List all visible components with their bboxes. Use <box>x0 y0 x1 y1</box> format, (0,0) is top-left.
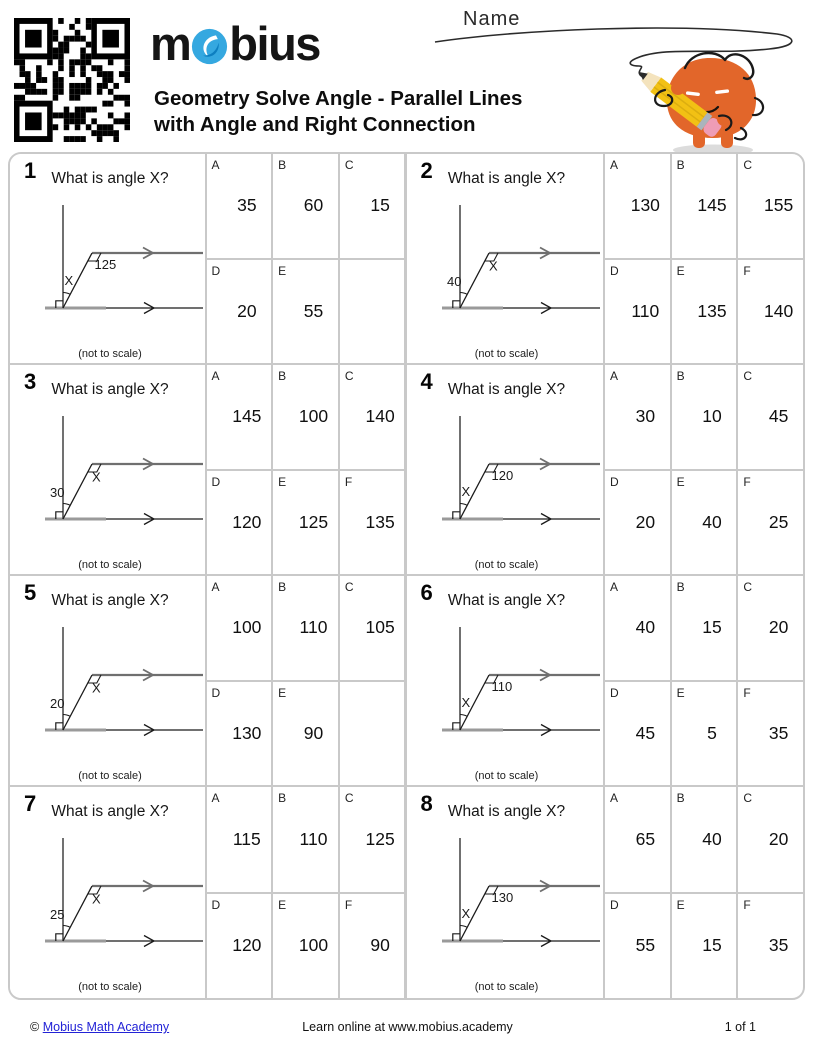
answer-value: 35 <box>237 195 257 216</box>
angle-arc-icon <box>460 293 467 295</box>
answer-grid <box>205 576 405 785</box>
answer-cell-5-E <box>273 682 338 786</box>
answer-cell-8-B <box>672 787 737 892</box>
mascot-eye-right <box>715 89 729 94</box>
angle-label-bottom: X <box>461 906 470 921</box>
answer-letter: B <box>278 369 287 383</box>
answer-value: 40 <box>635 617 656 638</box>
answer-cell-7-B <box>273 787 338 892</box>
answer-cell-3-D <box>207 471 272 575</box>
problem-question: What is angle X? <box>51 592 169 609</box>
answer-cell-4-B <box>672 365 737 469</box>
answer-letter: E <box>278 685 287 700</box>
answer-value: 15 <box>370 195 390 216</box>
answer-value: 110 <box>631 300 660 321</box>
not-to-scale-note: (not to scale) <box>474 348 539 360</box>
answer-value: 40 <box>702 511 722 532</box>
answer-value: 125 <box>365 828 395 849</box>
angle-arc-icon <box>63 293 70 295</box>
problem-card-7 <box>10 787 407 998</box>
angle-label-top: X <box>92 469 101 485</box>
answer-letter: F <box>743 897 751 912</box>
answer-letter: B <box>676 369 685 383</box>
answer-cell-5-A <box>207 576 272 680</box>
answer-value: 25 <box>768 511 789 532</box>
answer-letter: A <box>610 791 619 805</box>
problem-card-1 <box>10 154 407 365</box>
answer-letter: F <box>344 897 353 912</box>
problem-number: 2 <box>420 158 433 183</box>
answer-letter: C <box>743 158 752 172</box>
angle-label-top: X <box>92 680 101 696</box>
title-line-1: Geometry Solve Angle - Parallel Lines <box>154 87 523 110</box>
answer-letter: A <box>610 369 619 383</box>
answer-value: 110 <box>299 617 328 638</box>
answer-cell-6-F <box>738 682 803 786</box>
answer-grid <box>603 365 803 574</box>
worksheet-title <box>154 86 522 138</box>
answer-cell-3-F <box>340 471 405 575</box>
mascot-eye-left <box>686 91 700 96</box>
answer-value: 40 <box>702 828 722 849</box>
angle-label-top: 120 <box>491 468 513 483</box>
answer-letter: A <box>610 580 619 594</box>
answer-letter: B <box>676 158 685 172</box>
problem-card-2 <box>407 154 804 365</box>
answer-value: 105 <box>365 617 395 638</box>
answer-value <box>340 260 405 364</box>
problem-question: What is angle X? <box>447 170 566 187</box>
answer-value: 140 <box>365 406 395 427</box>
answer-value: 35 <box>768 935 789 956</box>
not-to-scale-note: (not to scale) <box>474 770 539 782</box>
transversal-line <box>63 464 92 519</box>
answer-cell-4-F <box>738 471 803 575</box>
answer-value: 20 <box>768 828 789 849</box>
name-underline-swoosh <box>435 28 792 77</box>
answer-letter: D <box>610 897 619 912</box>
not-to-scale-note: (not to scale) <box>474 559 539 571</box>
answer-cell-3-E <box>273 471 338 575</box>
answer-value: 15 <box>702 935 722 956</box>
answer-cell-2-F <box>738 260 803 364</box>
pencil-icon <box>634 65 724 139</box>
answer-letter: E <box>676 685 685 700</box>
answer-letter: E <box>676 263 685 278</box>
answer-letter: C <box>344 369 354 383</box>
angle-diagram <box>439 201 609 316</box>
answer-grid <box>205 787 405 998</box>
answer-value: 20 <box>237 300 257 321</box>
problem-number: 1 <box>24 158 37 183</box>
answer-grid <box>603 576 803 785</box>
answer-letter: C <box>743 580 752 594</box>
mobius-math-academy-link[interactable]: Mobius Math Academy <box>42 1020 170 1034</box>
answer-letter: D <box>211 474 221 489</box>
angle-arc-icon <box>460 504 467 506</box>
problem-number: 6 <box>420 580 433 605</box>
answer-cell-7-D <box>207 894 272 999</box>
problem-question: What is angle X? <box>447 592 566 609</box>
angle-arc-icon <box>460 715 467 717</box>
problem-card-8 <box>407 787 804 998</box>
problem-number: 5 <box>24 580 37 605</box>
answer-value: 110 <box>299 828 328 849</box>
not-to-scale-note: (not to scale) <box>78 559 142 571</box>
answer-letter: C <box>743 791 752 805</box>
name-field-label: Name <box>463 8 521 30</box>
answer-grid <box>205 154 405 363</box>
answer-cell-6-B <box>672 576 737 680</box>
problem-question: What is angle X? <box>51 803 169 820</box>
title-line-2: with Angle and Right Connection <box>154 113 476 136</box>
answer-cell-2-E <box>672 260 737 364</box>
answer-value: 20 <box>635 511 656 532</box>
answer-value: 100 <box>298 406 329 427</box>
answer-letter: C <box>344 580 354 594</box>
transversal-line <box>63 675 92 730</box>
answer-cell-1-E <box>273 260 338 364</box>
answer-value: 100 <box>298 935 329 956</box>
angle-label-bottom: 40 <box>446 274 461 289</box>
angle-label-top: X <box>488 258 498 274</box>
answer-value: 135 <box>365 511 395 532</box>
answer-letter: D <box>610 685 619 700</box>
angle-label-bottom: 25 <box>50 907 65 922</box>
problem-question: What is angle X? <box>51 170 169 187</box>
answer-letter: D <box>211 685 221 700</box>
answer-value: 145 <box>232 406 262 427</box>
angle-diagram <box>439 834 609 949</box>
answer-cell-6-D <box>605 682 670 786</box>
answer-cell-8-F <box>738 894 803 999</box>
not-to-scale-note: (not to scale) <box>78 770 142 782</box>
problem-number: 7 <box>24 791 37 816</box>
answer-letter: A <box>211 580 220 594</box>
problems-grid <box>8 152 805 1000</box>
answer-letter: E <box>278 474 287 489</box>
answer-cell-8-A <box>605 787 670 892</box>
answer-cell-5-empty <box>340 682 405 786</box>
answer-letter: A <box>211 369 220 383</box>
answer-value: 140 <box>764 300 794 321</box>
mascot-smile <box>691 106 718 112</box>
problem-question: What is angle X? <box>51 381 169 398</box>
angle-diagram <box>42 834 212 949</box>
mascot-hand-right <box>717 112 731 126</box>
problem-number: 3 <box>24 369 37 394</box>
answer-letter: C <box>743 369 752 383</box>
answer-cell-7-A <box>207 787 272 892</box>
answer-cell-3-C <box>340 365 405 469</box>
answer-value: 145 <box>697 195 727 216</box>
angle-arc-icon <box>460 926 467 928</box>
answer-value: 130 <box>630 195 660 216</box>
mascot-hair <box>685 53 753 79</box>
angle-diagram <box>42 201 212 316</box>
answer-letter: D <box>211 897 221 912</box>
qr-code <box>14 18 130 142</box>
answer-letter: F <box>743 685 751 700</box>
answer-value: 120 <box>232 935 262 956</box>
answer-value: 155 <box>764 195 794 216</box>
answer-letter: C <box>344 791 354 805</box>
mascot-body <box>667 58 756 138</box>
answer-cell-2-B <box>672 154 737 258</box>
answer-letter: D <box>610 263 619 278</box>
answer-cell-1-D <box>207 260 272 364</box>
answer-cell-6-A <box>605 576 670 680</box>
answer-value: 55 <box>635 935 656 956</box>
angle-arc-icon <box>63 715 70 717</box>
angle-diagram <box>439 623 609 738</box>
answer-cell-8-E <box>672 894 737 999</box>
answer-letter: B <box>278 580 287 594</box>
answer-letter: E <box>278 897 287 912</box>
answer-cell-6-E <box>672 682 737 786</box>
answer-letter: B <box>278 158 287 172</box>
answer-letter: B <box>676 580 685 594</box>
problem-number: 8 <box>420 791 433 816</box>
answer-value: 55 <box>303 300 324 321</box>
answer-cell-5-B <box>273 576 338 680</box>
answer-value: 125 <box>298 511 329 532</box>
answer-value: 5 <box>707 722 717 743</box>
angle-diagram <box>42 623 212 738</box>
mobius-logo <box>150 16 320 71</box>
answer-cell-6-C <box>738 576 803 680</box>
answer-letter: F <box>743 263 751 278</box>
mascot-hand-left <box>671 81 685 95</box>
answer-grid <box>603 154 803 363</box>
answer-cell-2-D <box>605 260 670 364</box>
mascot-hand-curl-right <box>719 116 731 130</box>
answer-letter: E <box>676 897 685 912</box>
angle-arc-icon <box>63 926 70 928</box>
mascot-hand-curl-left <box>655 90 672 106</box>
answer-letter: D <box>211 263 221 278</box>
answer-value: 130 <box>232 722 262 743</box>
answer-value: 135 <box>697 300 727 321</box>
answer-value: 90 <box>370 935 390 956</box>
angle-arc-icon <box>63 504 70 506</box>
answer-letter: D <box>610 474 619 489</box>
answer-cell-5-D <box>207 682 272 786</box>
footer-learn-online: Learn online at www.mobius.academy <box>302 1020 513 1034</box>
answer-cell-2-C <box>738 154 803 258</box>
logo-text-prefix: m <box>150 17 191 70</box>
answer-grid <box>205 365 405 574</box>
mascot-side-curl <box>735 98 763 139</box>
answer-letter: A <box>211 791 220 805</box>
problem-number: 4 <box>420 369 433 394</box>
answer-value: 15 <box>702 617 722 638</box>
answer-cell-7-C <box>340 787 405 892</box>
answer-value: 30 <box>635 406 656 427</box>
answer-cell-1-B <box>273 154 338 258</box>
answer-letter: C <box>344 158 354 172</box>
angle-label-bottom: 20 <box>50 696 65 711</box>
problem-card-4 <box>407 365 804 576</box>
logo-drop-icon <box>191 28 228 65</box>
problem-question: What is angle X? <box>447 381 566 398</box>
answer-value: 45 <box>635 722 656 743</box>
answer-cell-3-B <box>273 365 338 469</box>
answer-cell-2-A <box>605 154 670 258</box>
problem-card-6 <box>407 576 804 787</box>
angle-label-bottom: X <box>64 273 74 288</box>
transversal-line <box>63 886 92 941</box>
answer-value: 65 <box>635 828 656 849</box>
answer-cell-4-A <box>605 365 670 469</box>
answer-value: 20 <box>768 617 789 638</box>
answer-letter: F <box>344 474 353 489</box>
answer-grid <box>603 787 803 998</box>
angle-label-top: 110 <box>491 679 512 694</box>
answer-value <box>340 682 405 786</box>
copyright-symbol: © <box>30 1020 40 1034</box>
angle-label-top: X <box>92 891 101 907</box>
answer-cell-7-F <box>340 894 405 999</box>
answer-letter: A <box>211 158 220 172</box>
answer-letter: E <box>278 263 287 278</box>
answer-cell-4-C <box>738 365 803 469</box>
angle-label-top: 130 <box>491 890 513 905</box>
answer-cell-4-E <box>672 471 737 575</box>
not-to-scale-note: (not to scale) <box>78 981 142 993</box>
answer-cell-8-C <box>738 787 803 892</box>
answer-cell-1-empty <box>340 260 405 364</box>
answer-value: 115 <box>232 828 261 849</box>
angle-label-bottom: X <box>461 695 470 710</box>
angle-label-bottom: 30 <box>50 485 65 500</box>
angle-label-top: 125 <box>94 257 117 272</box>
angle-diagram <box>42 412 212 527</box>
not-to-scale-note: (not to scale) <box>78 348 142 360</box>
answer-value: 10 <box>702 406 722 427</box>
answer-letter: F <box>743 474 751 489</box>
answer-value: 90 <box>303 722 324 743</box>
footer-page-number: 1 of 1 <box>724 1020 756 1034</box>
answer-cell-7-E <box>273 894 338 999</box>
problem-question: What is angle X? <box>447 803 566 820</box>
answer-value: 45 <box>768 406 789 427</box>
answer-value: 60 <box>303 195 324 216</box>
answer-letter: E <box>676 474 685 489</box>
answer-letter: B <box>676 791 685 805</box>
answer-letter: B <box>278 791 287 805</box>
answer-value: 35 <box>768 722 789 743</box>
answer-cell-8-D <box>605 894 670 999</box>
not-to-scale-note: (not to scale) <box>474 981 539 993</box>
problem-card-5 <box>10 576 407 787</box>
problem-card-3 <box>10 365 407 576</box>
angle-diagram <box>439 412 609 527</box>
answer-cell-1-C <box>340 154 405 258</box>
answer-cell-5-C <box>340 576 405 680</box>
logo-text-suffix: bius <box>229 17 320 70</box>
answer-cell-1-A <box>207 154 272 258</box>
answer-cell-4-D <box>605 471 670 575</box>
answer-value: 100 <box>232 617 262 638</box>
transversal-line <box>460 253 489 308</box>
angle-label-bottom: X <box>461 484 470 499</box>
answer-cell-3-A <box>207 365 272 469</box>
answer-letter: A <box>610 158 619 172</box>
answer-value: 120 <box>232 511 262 532</box>
